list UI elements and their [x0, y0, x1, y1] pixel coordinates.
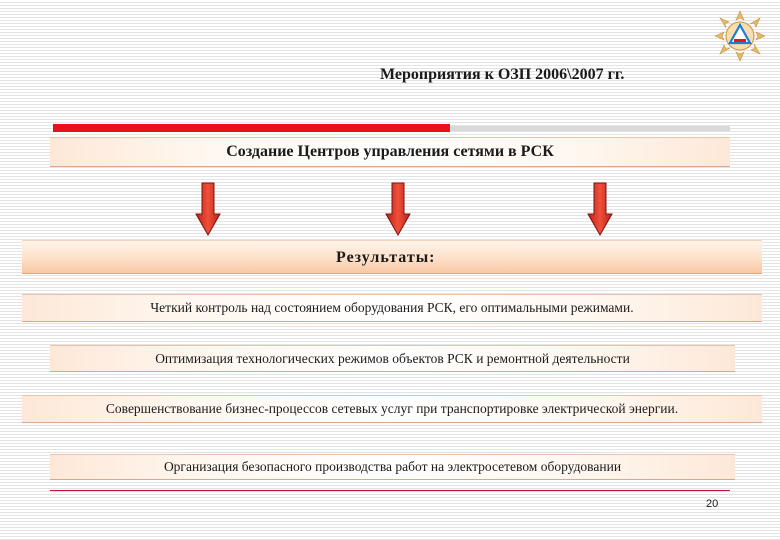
footer-divider [50, 490, 730, 491]
page-number: 20 [706, 498, 719, 510]
result-item-4: Организация безопасного производства работ на электросетевом оборудовании [50, 454, 735, 480]
down-arrow-icon [385, 182, 411, 236]
main-initiative-box: Создание Центров управления сетями в РСК [50, 137, 730, 167]
results-heading: Результаты: [336, 249, 436, 266]
result-item-3: Совершенствование бизнес-процессов сетевых услуг при транспортировке электрической энергии. [22, 395, 762, 423]
result-item-2: Оптимизация технологических режимов объектов РСК и ремонтной деятельности [50, 345, 735, 372]
result-item-1: Четкий контроль над состоянием оборудования РСК, его оптимальными режимами. [22, 294, 762, 322]
red-accent-bar [53, 124, 450, 132]
gray-accent-bar [450, 126, 730, 131]
page-title: Мероприятия к ОЗП 2006\2007 гг. [380, 66, 625, 83]
company-logo-icon [712, 8, 768, 64]
results-heading-box [22, 240, 762, 274]
down-arrow-icon [195, 182, 221, 236]
down-arrow-icon [587, 182, 613, 236]
